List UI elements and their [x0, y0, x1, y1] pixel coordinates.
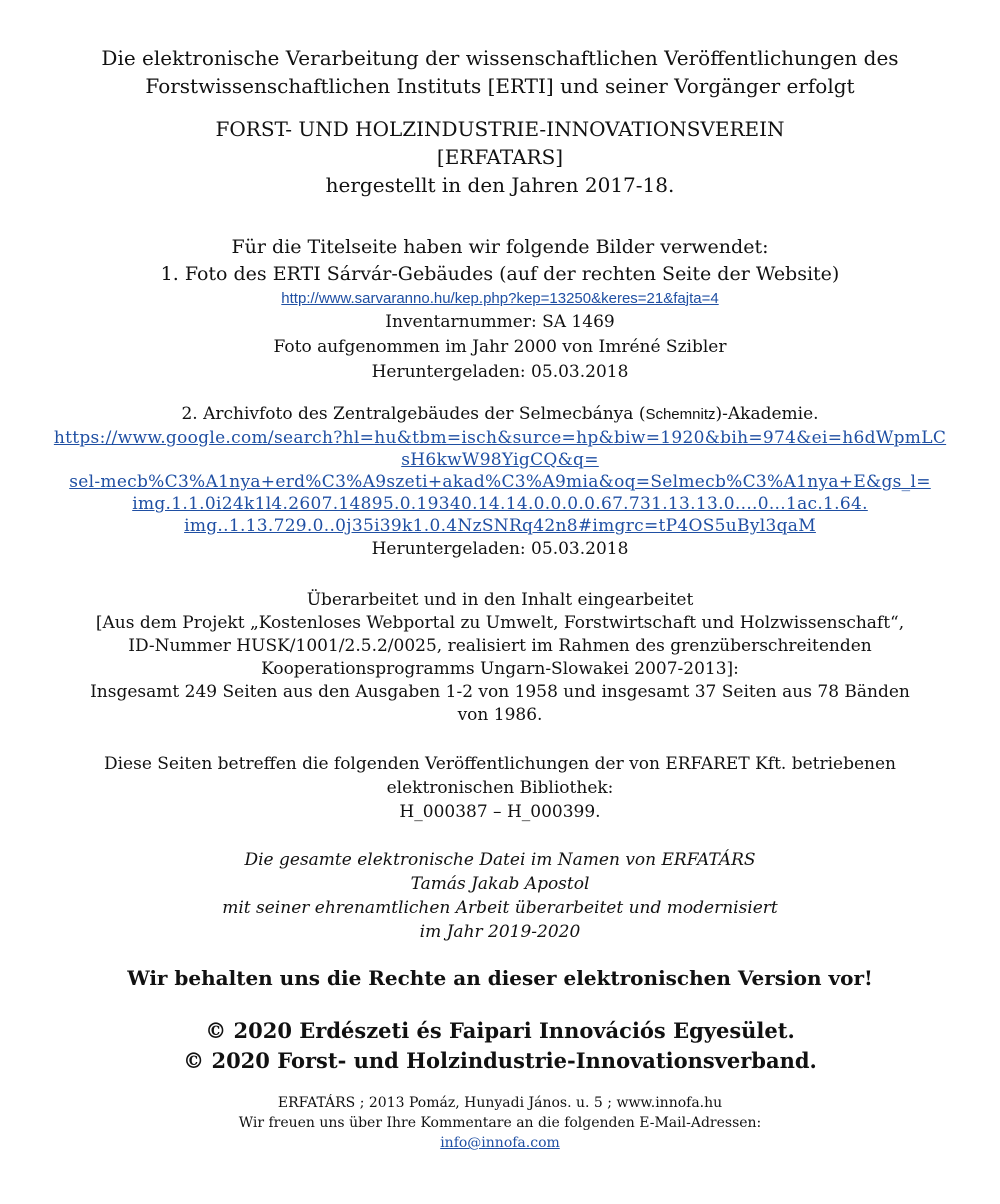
credits-line: im Jahr 2019-2020	[419, 922, 581, 942]
footer-feedback: Wir freuen uns über Ihre Kommentare an die folgenden E-Mail-Adressen:	[238, 1115, 762, 1131]
pages-info-line: elektronischen Bibliothek:	[386, 778, 614, 798]
pages-info-line: Diese Seiten betreffen die folgenden Veröffentlichungen der von ERFARET Kft. betriebenen	[103, 754, 897, 774]
photo1-link[interactable]: http://www.sarvaranno.hu/kep.php?kep=13250&keres=21&fajta=4	[281, 290, 719, 307]
rights-text: Wir behalten uns die Rechte an dieser elektronischen Version vor!	[127, 966, 873, 990]
credits-line: Tamás Jakab Apostol	[410, 874, 590, 894]
photo2-title-part: )-Akademie.	[715, 404, 819, 424]
verein-years: hergestellt in den Jahren 2017-18.	[325, 173, 675, 197]
revised-line: Überarbeitet und in den Inhalt eingearbeitet	[306, 590, 694, 610]
revised-line: [Aus dem Projekt „Kostenloses Webportal zu Umwelt, Forstwirtschaft und Holzwissenschaft“,	[95, 613, 905, 633]
photo2-downloaded: Heruntergeladen: 05.03.2018	[371, 539, 629, 559]
photo2-section	[0, 402, 1000, 562]
photo2-link[interactable]: sel-mecb%C3%A1nya+erd%C3%A9szeti+akad%C3%A9mia&oq=Selmecb%C3%A1nya+E&gs_l=	[69, 472, 931, 492]
photo2-title	[0, 402, 1000, 427]
pages-info-section	[0, 752, 1000, 824]
verein-block	[0, 115, 1000, 199]
photo1-taken: Foto aufgenommen im Jahr 2000 von Imréné Szibler	[273, 337, 727, 357]
verein-abbreviation: [ERFATARS]	[436, 145, 564, 169]
footer	[0, 1093, 1000, 1153]
copyright-line: © 2020 Forst- und Holzindustrie-Innovationsverband.	[183, 1048, 817, 1073]
rights-notice	[0, 963, 1000, 993]
photo1-downloaded: Heruntergeladen: 05.03.2018	[371, 362, 629, 382]
revised-line: Insgesamt 249 Seiten aus den Ausgaben 1-2 von 1958 und insgesamt 37 Seiten aus 78 Bänden	[90, 682, 910, 702]
photo1-title: 1. Foto des ERTI Sárvár-Gebäudes (auf der rechten Seite der Website)	[160, 263, 840, 285]
verein-name: FORST- UND HOLZINDUSTRIE-INNOVATIONSVEREIN	[215, 117, 785, 141]
intro-line: Die elektronische Verarbeitung der wissenschaftlichen Veröffentlichungen des	[101, 46, 899, 70]
revised-line: ID-Nummer HUSK/1001/2.5.2/0025, realisiert im Rahmen des grenzüberschreitenden	[128, 636, 872, 656]
revised-section	[0, 589, 1000, 727]
credits-line: mit seiner ehrenamtlichen Arbeit überarbeitet und modernisiert	[222, 898, 778, 918]
footer-email-link[interactable]: info@innofa.com	[440, 1135, 560, 1151]
intro-line: Forstwissenschaftlichen Instituts [ERTI] und seiner Vorgänger erfolgt	[145, 74, 855, 98]
credits-section	[0, 848, 1000, 944]
copyright-line: © 2020 Erdészeti és Faipari Innovációs Egyesület.	[205, 1018, 795, 1043]
revised-line: Kooperationsprogramms Ungarn-Slowakei 2007-2013]:	[261, 659, 739, 679]
revised-line: von 1986.	[457, 705, 543, 725]
copyright-block	[0, 1016, 1000, 1076]
photo2-link[interactable]: img.1.1.0i24k1l4.2607.14895.0.19340.14.14.0.0.0.0.67.731.13.13.0....0...1ac.1.64.	[132, 494, 868, 514]
photo2-link[interactable]: sH6kwW98YigCQ&q=	[401, 450, 599, 470]
pages-info-line: H_000387 – H_000399.	[399, 802, 601, 822]
images-section	[0, 234, 1000, 385]
photo2-title-part: Schemnitz	[645, 406, 716, 423]
credits-line: Die gesamte elektronische Datei im Namen von ERFATÁRS	[244, 850, 756, 870]
photo2-title-part: 2. Archivfoto des Zentralgebäudes der Selmecbánya (	[181, 404, 646, 424]
footer-address: ERFATÁRS ; 2013 Pomáz, Hunyadi János. u. 5 ; www.innofa.hu	[277, 1095, 723, 1111]
photo2-link[interactable]: img..1.13.729.0..0j35i39k1.0.4NzSNRq42n8#imgrc=tP4OS5uByl3qaM	[184, 516, 816, 536]
images-heading: Für die Titelseite haben wir folgende Bilder verwendet:	[231, 236, 769, 258]
photo1-inventory: Inventarnummer: SA 1469	[385, 312, 615, 332]
intro-paragraph	[0, 44, 1000, 100]
photo2-link[interactable]: https://www.google.com/search?hl=hu&tbm=isch&surce=hp&biw=1920&bih=974&ei=h6dWpmLC	[53, 428, 947, 448]
